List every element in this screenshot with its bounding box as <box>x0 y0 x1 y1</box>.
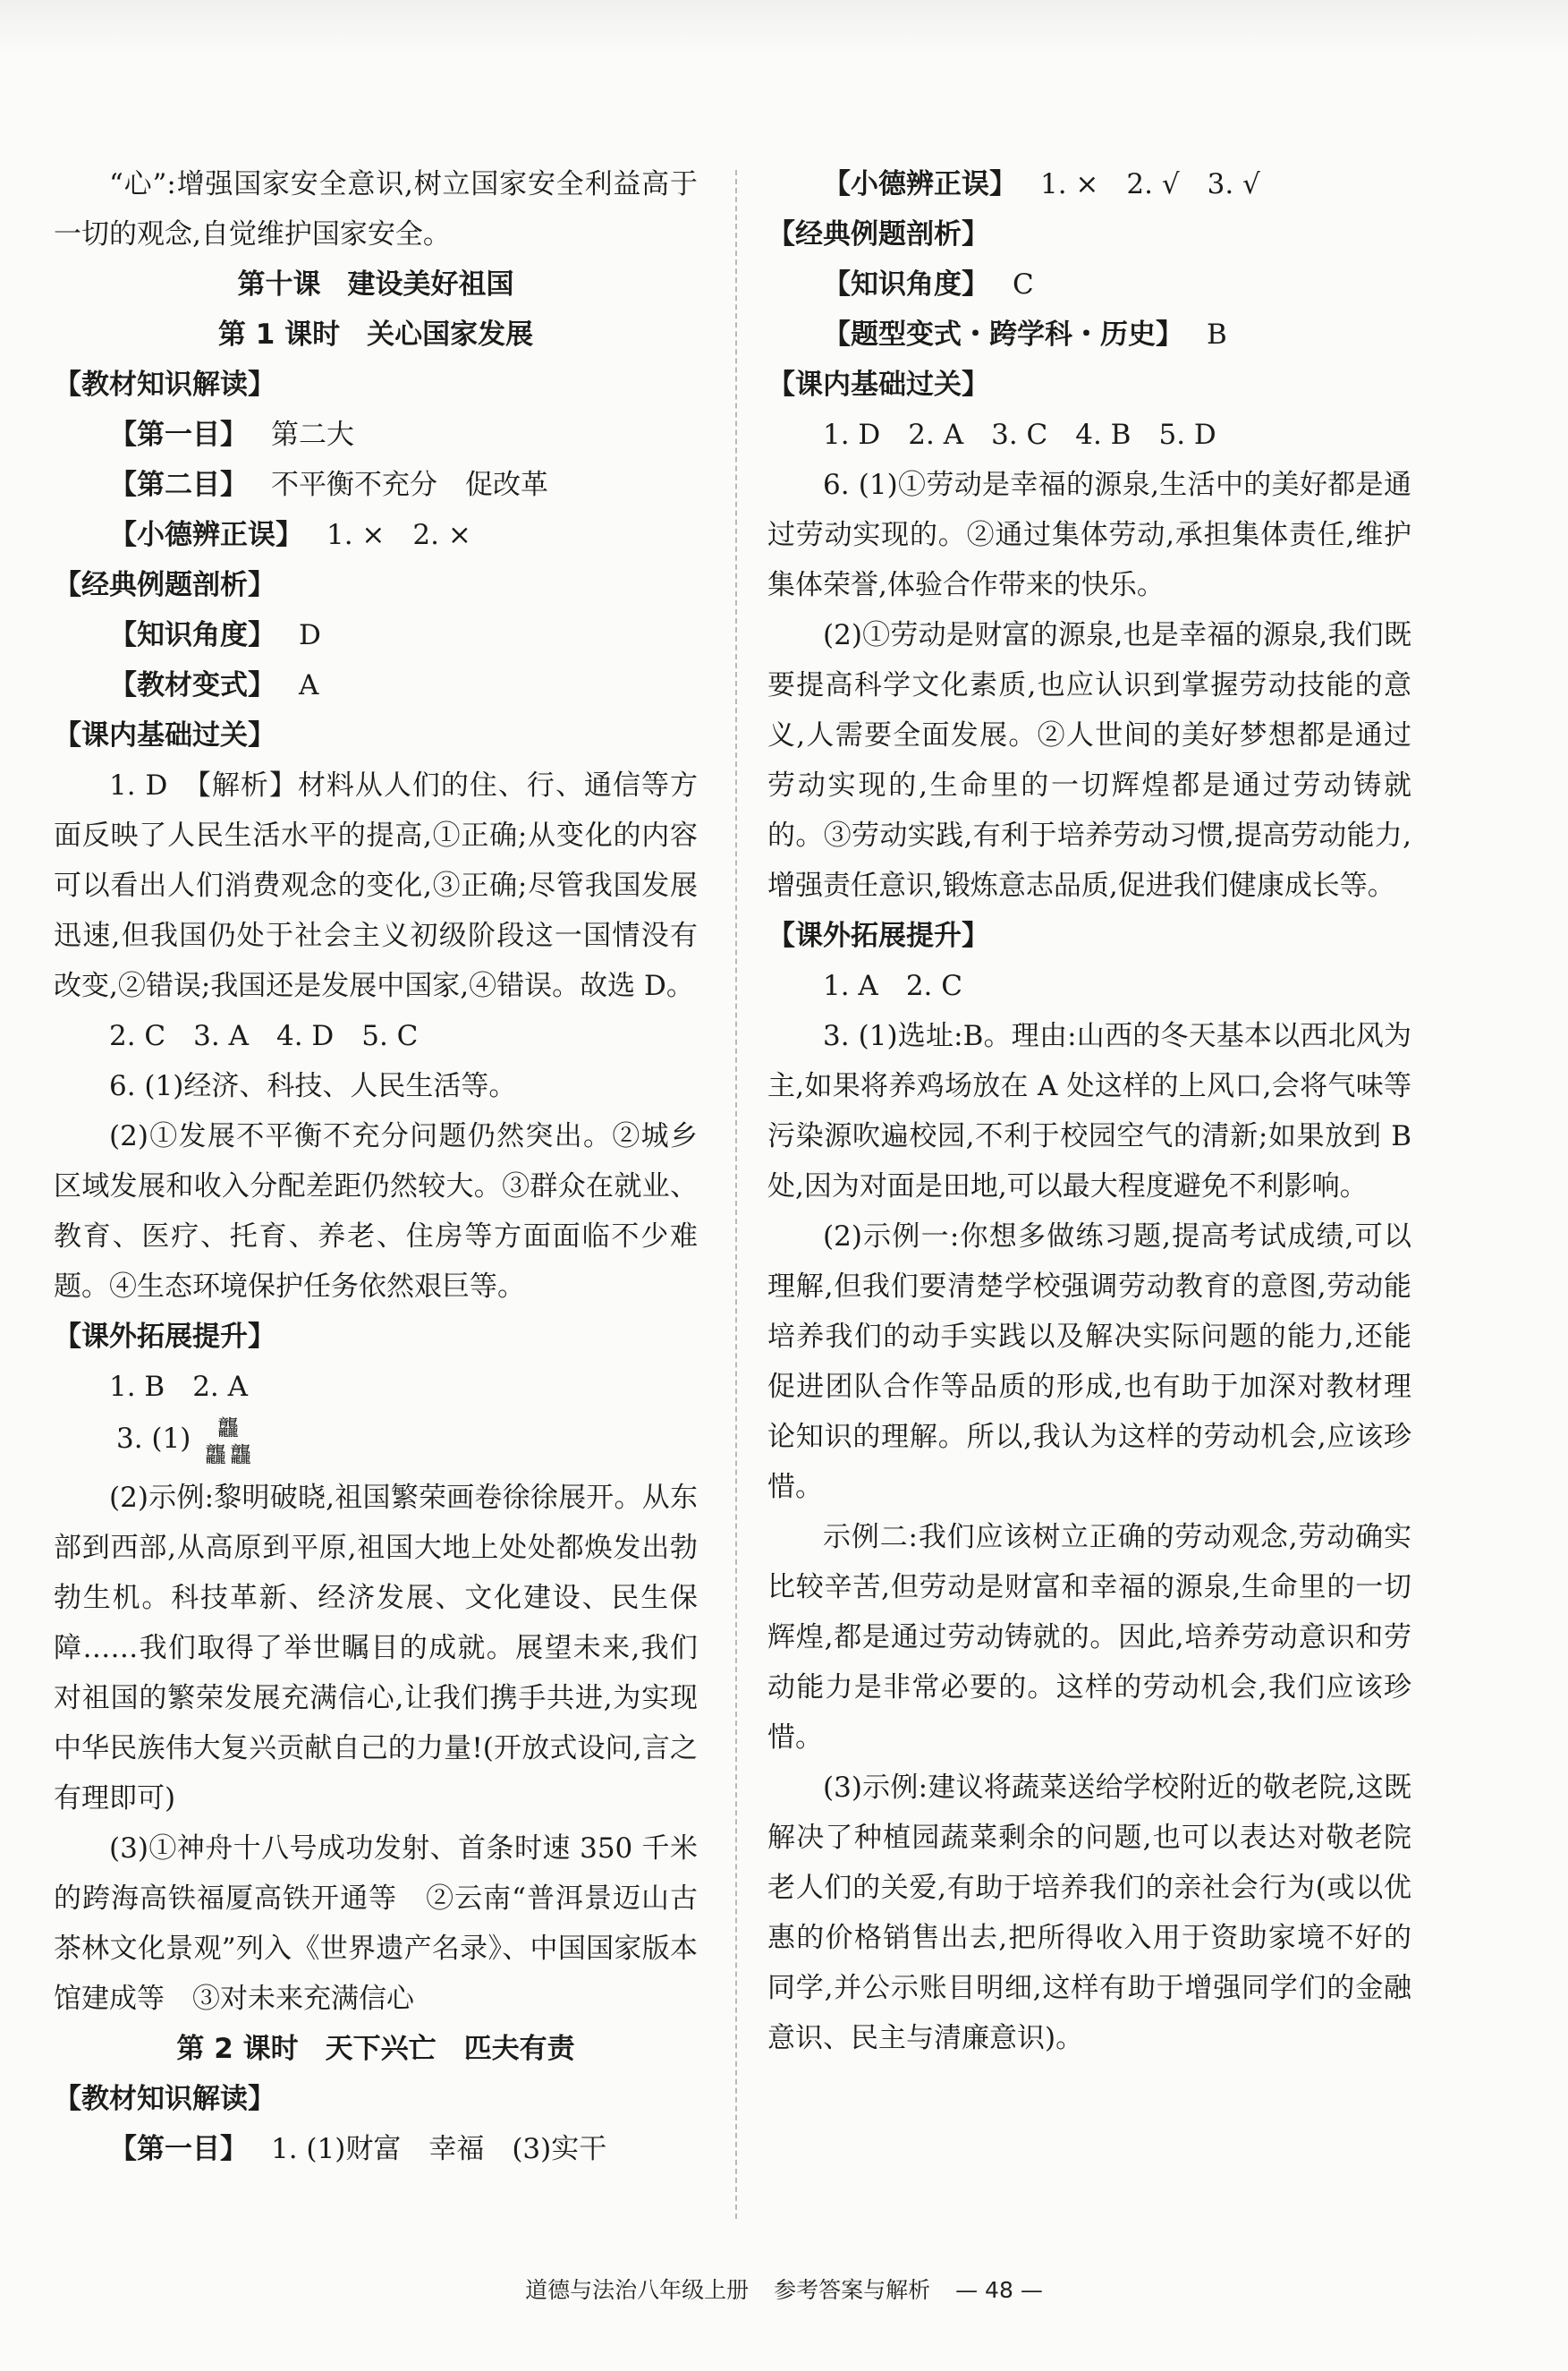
r-label-xiaode: 【小德辨正误】 <box>823 168 1017 200</box>
r-answers-1-to-5: 1. D 2. A 3. C 4. B 5. D <box>823 419 1216 451</box>
answer-6-part-2: (2)①发展不平衡不充分问题仍然突出。②城乡区域发展和收入分配差距仍然较大。③群众在就业、教育、医疗、托育、养老、住房等方面面临不少难题。④生态环境保护任务依然艰巨等。 <box>54 1120 698 1303</box>
footer-book-title: 道德与法治八年级上册 <box>525 2277 750 2303</box>
r-ext-answer-3-1: 3. (1)选址:B。理由:山西的冬天基本以西北风为主,如果将养鸡场放在 A 处这样的上风口,会将气味等污染源吹遍校园,不利于校园空气的清新;如果放到 B 处,因为对面是田地,可以最大程度避免不利影响。 <box>767 1020 1411 1202</box>
period-1-heading <box>54 310 698 360</box>
answer-line-xiaode <box>54 510 698 560</box>
dragon-character-figure <box>199 1414 259 1467</box>
lesson-10-heading <box>54 259 698 310</box>
answer-6-part-1: 6. (1)经济、科技、人民生活等。 <box>109 1070 517 1102</box>
value-dierma: 不平衡不充分 促改革 <box>271 469 548 501</box>
answer-line-diyimu <box>54 410 698 460</box>
r-section-kenei-heading: 【课内基础过关】 <box>767 369 989 401</box>
r-answer-line-tixing <box>767 310 1411 360</box>
left-column <box>54 159 698 2174</box>
r-answer-6-part-1: 6. (1)①劳动是幸福的源泉,生活中的美好都是通过劳动实现的。②通过集体劳动,承担集体责任,维护集体荣誉,体验合作带来的快乐。 <box>767 469 1411 601</box>
answer-1-explanation: 1. D 【解析】材料从人们的住、行、通信等方面反映了人民生活水平的提高,①正确;从变化的内容可以看出人们消费观念的变化,③正确;尽管我国发展迅速,但我国仍处于社会主义初级阶段这一国情没有改变,②错误;我国还是发展中国家,④错误。故选 D。 <box>54 769 698 1002</box>
r-ext-answers-1-2: 1. A 2. C <box>823 970 962 1002</box>
r-answer-6-part-2: (2)①劳动是财富的源泉,也是幸福的源泉,我们既要提高科学文化素质,也应认识到掌握劳动技能的意义,人需要全面发展。②人世间的美好梦想都是通过劳动实现的,生命里的一切辉煌都是通过劳动铸就的。③劳动实践,有利于培养劳动习惯,提高劳动能力,增强责任意识,锻炼意志品质,促进我们健康成长等。 <box>767 619 1411 902</box>
left-intro-paragraph: “心”:增强国家安全意识,树立国家安全利益高于一切的观念,自觉维护国家安全。 <box>54 168 698 251</box>
period-2-heading <box>54 2024 698 2074</box>
label-zhishi: 【知识角度】 <box>109 619 275 651</box>
section-jingdian-heading: 【经典例题剖析】 <box>54 569 275 601</box>
r-ext-answer-3-2-example-1: (2)示例一:你想多做练习题,提高考试成绩,可以理解,但我们要清楚学校强调劳动教育的意图,劳动能培养我们的动手实践以及解决实际问题的能力,还能促进团队合作等品质的形成,也有助于加深对教材理论知识的理解。所以,我认为这样的劳动机会,应该珍惜。 <box>767 1220 1411 1503</box>
label-biancai: 【教材变式】 <box>109 669 275 701</box>
value-xiaode: 1. × 2. × <box>326 519 471 551</box>
r-value-tixing: B <box>1207 319 1227 351</box>
ext-answer-3-2: (2)示例:黎明破晓,祖国繁荣画卷徐徐展开。从东部到西部,从高原到平原,祖国大地上处处都焕发出勃勃生机。科技革新、经济发展、文化建设、民生保障……我们取得了举世瞩目的成就。展望未来,我们对祖国的繁荣发展充满信心,让我们携手共进,为实现中华民族伟大复兴贡献自己的力量!(开放式设问,言之有理即可) <box>54 1482 698 1814</box>
lesson-10-name: 建设美好祖国 <box>347 268 514 301</box>
section-jiaocai-heading: 【教材知识解读】 <box>54 369 275 401</box>
svg-text:龘: 龘 <box>205 1441 227 1467</box>
label-diyimu-2: 【第一目】 <box>109 2133 248 2165</box>
ext-answer-3-1 <box>54 1412 698 1473</box>
footer-page-number: — 48 — <box>955 2277 1043 2303</box>
ext-answer-3-3: (3)①神舟十八号成功发射、首条时速 350 千米的跨海高铁福厦高铁开通等 ②云南“普洱景迈山古茶林文化景观”列入《世界遗产名录》、中国国家版本馆建成等 ③对未来充满信心 <box>54 1832 698 2015</box>
r-section-jingdian-heading: 【经典例题剖析】 <box>767 218 989 251</box>
label-dierma: 【第二目】 <box>109 469 248 501</box>
r-label-zhishi: 【知识角度】 <box>823 268 989 301</box>
answer-line-zhishi <box>54 610 698 660</box>
r-answer-line-zhishi <box>767 259 1411 310</box>
answer-line-dierma <box>54 460 698 510</box>
svg-text:龘: 龘 <box>230 1441 252 1467</box>
period-1-name: 关心国家发展 <box>367 319 534 351</box>
answer-line-biancai <box>54 660 698 710</box>
footer-section: 参考答案与解析 <box>774 2277 931 2303</box>
period-2-number: 第 2 课时 <box>176 2033 299 2065</box>
r-label-tixing: 【题型变式・跨学科・历史】 <box>823 319 1183 351</box>
ext-answers-1-2: 1. B 2. A <box>109 1371 249 1403</box>
right-column <box>767 159 1411 2063</box>
r-ext-answer-3-3: (3)示例:建议将蔬菜送给学校附近的敬老院,这既解决了种植园蔬菜剩余的问题,也可以表达对敬老院老人们的关爱,有助于培养我们的亲社会行为(或以优惠的价格销售出去,把所得收入用于资助家境不好的同学,并公示账目明细,这样有助于增强同学们的金融意识、民主与清廉意识)。 <box>767 1772 1411 2054</box>
r-value-zhishi: C <box>1013 268 1034 301</box>
column-divider <box>735 170 737 2219</box>
label-diyimu: 【第一目】 <box>109 419 248 451</box>
value-diyimu-2: 1. (1)财富 幸福 (3)实干 <box>271 2133 607 2165</box>
r-ext-answer-3-2-example-2: 示例二:我们应该树立正确的劳动观念,劳动确实比较辛苦,但劳动是财富和幸福的源泉,生命里的一切辉煌,都是通过劳动铸就的。因此,培养劳动意识和劳动能力是非常必要的。这样的劳动机会,我们应该珍惜。 <box>767 1521 1411 1754</box>
svg-text:龘: 龘 <box>217 1415 240 1440</box>
page-top-shade <box>0 0 1568 54</box>
period-1-number: 第 1 课时 <box>217 319 341 351</box>
label-xiaode: 【小德辨正误】 <box>109 519 303 551</box>
section-jiaocai2-heading: 【教材知识解读】 <box>54 2083 275 2115</box>
section-kewai-heading: 【课外拓展提升】 <box>54 1321 275 1353</box>
r-answer-line-xiaode <box>767 159 1411 209</box>
value-biancai: A <box>299 669 319 701</box>
page-footer <box>0 2273 1568 2305</box>
r-value-xiaode: 1. × 2. √ 3. √ <box>1040 168 1260 200</box>
answer-line-diyimu-2 <box>54 2124 698 2174</box>
value-diyimu: 第二大 <box>271 419 354 451</box>
ext-answer-3-1-prefix: 3. (1) <box>116 1423 191 1455</box>
lesson-10-number: 第十课 <box>237 268 321 301</box>
value-zhishi: D <box>299 619 321 651</box>
section-kenei-heading: 【课内基础过关】 <box>54 719 275 752</box>
answers-2-to-5: 2. C 3. A 4. D 5. C <box>109 1020 419 1052</box>
period-2-name: 天下兴亡 匹夫有责 <box>325 2033 575 2065</box>
r-section-kewai-heading: 【课外拓展提升】 <box>767 920 989 952</box>
